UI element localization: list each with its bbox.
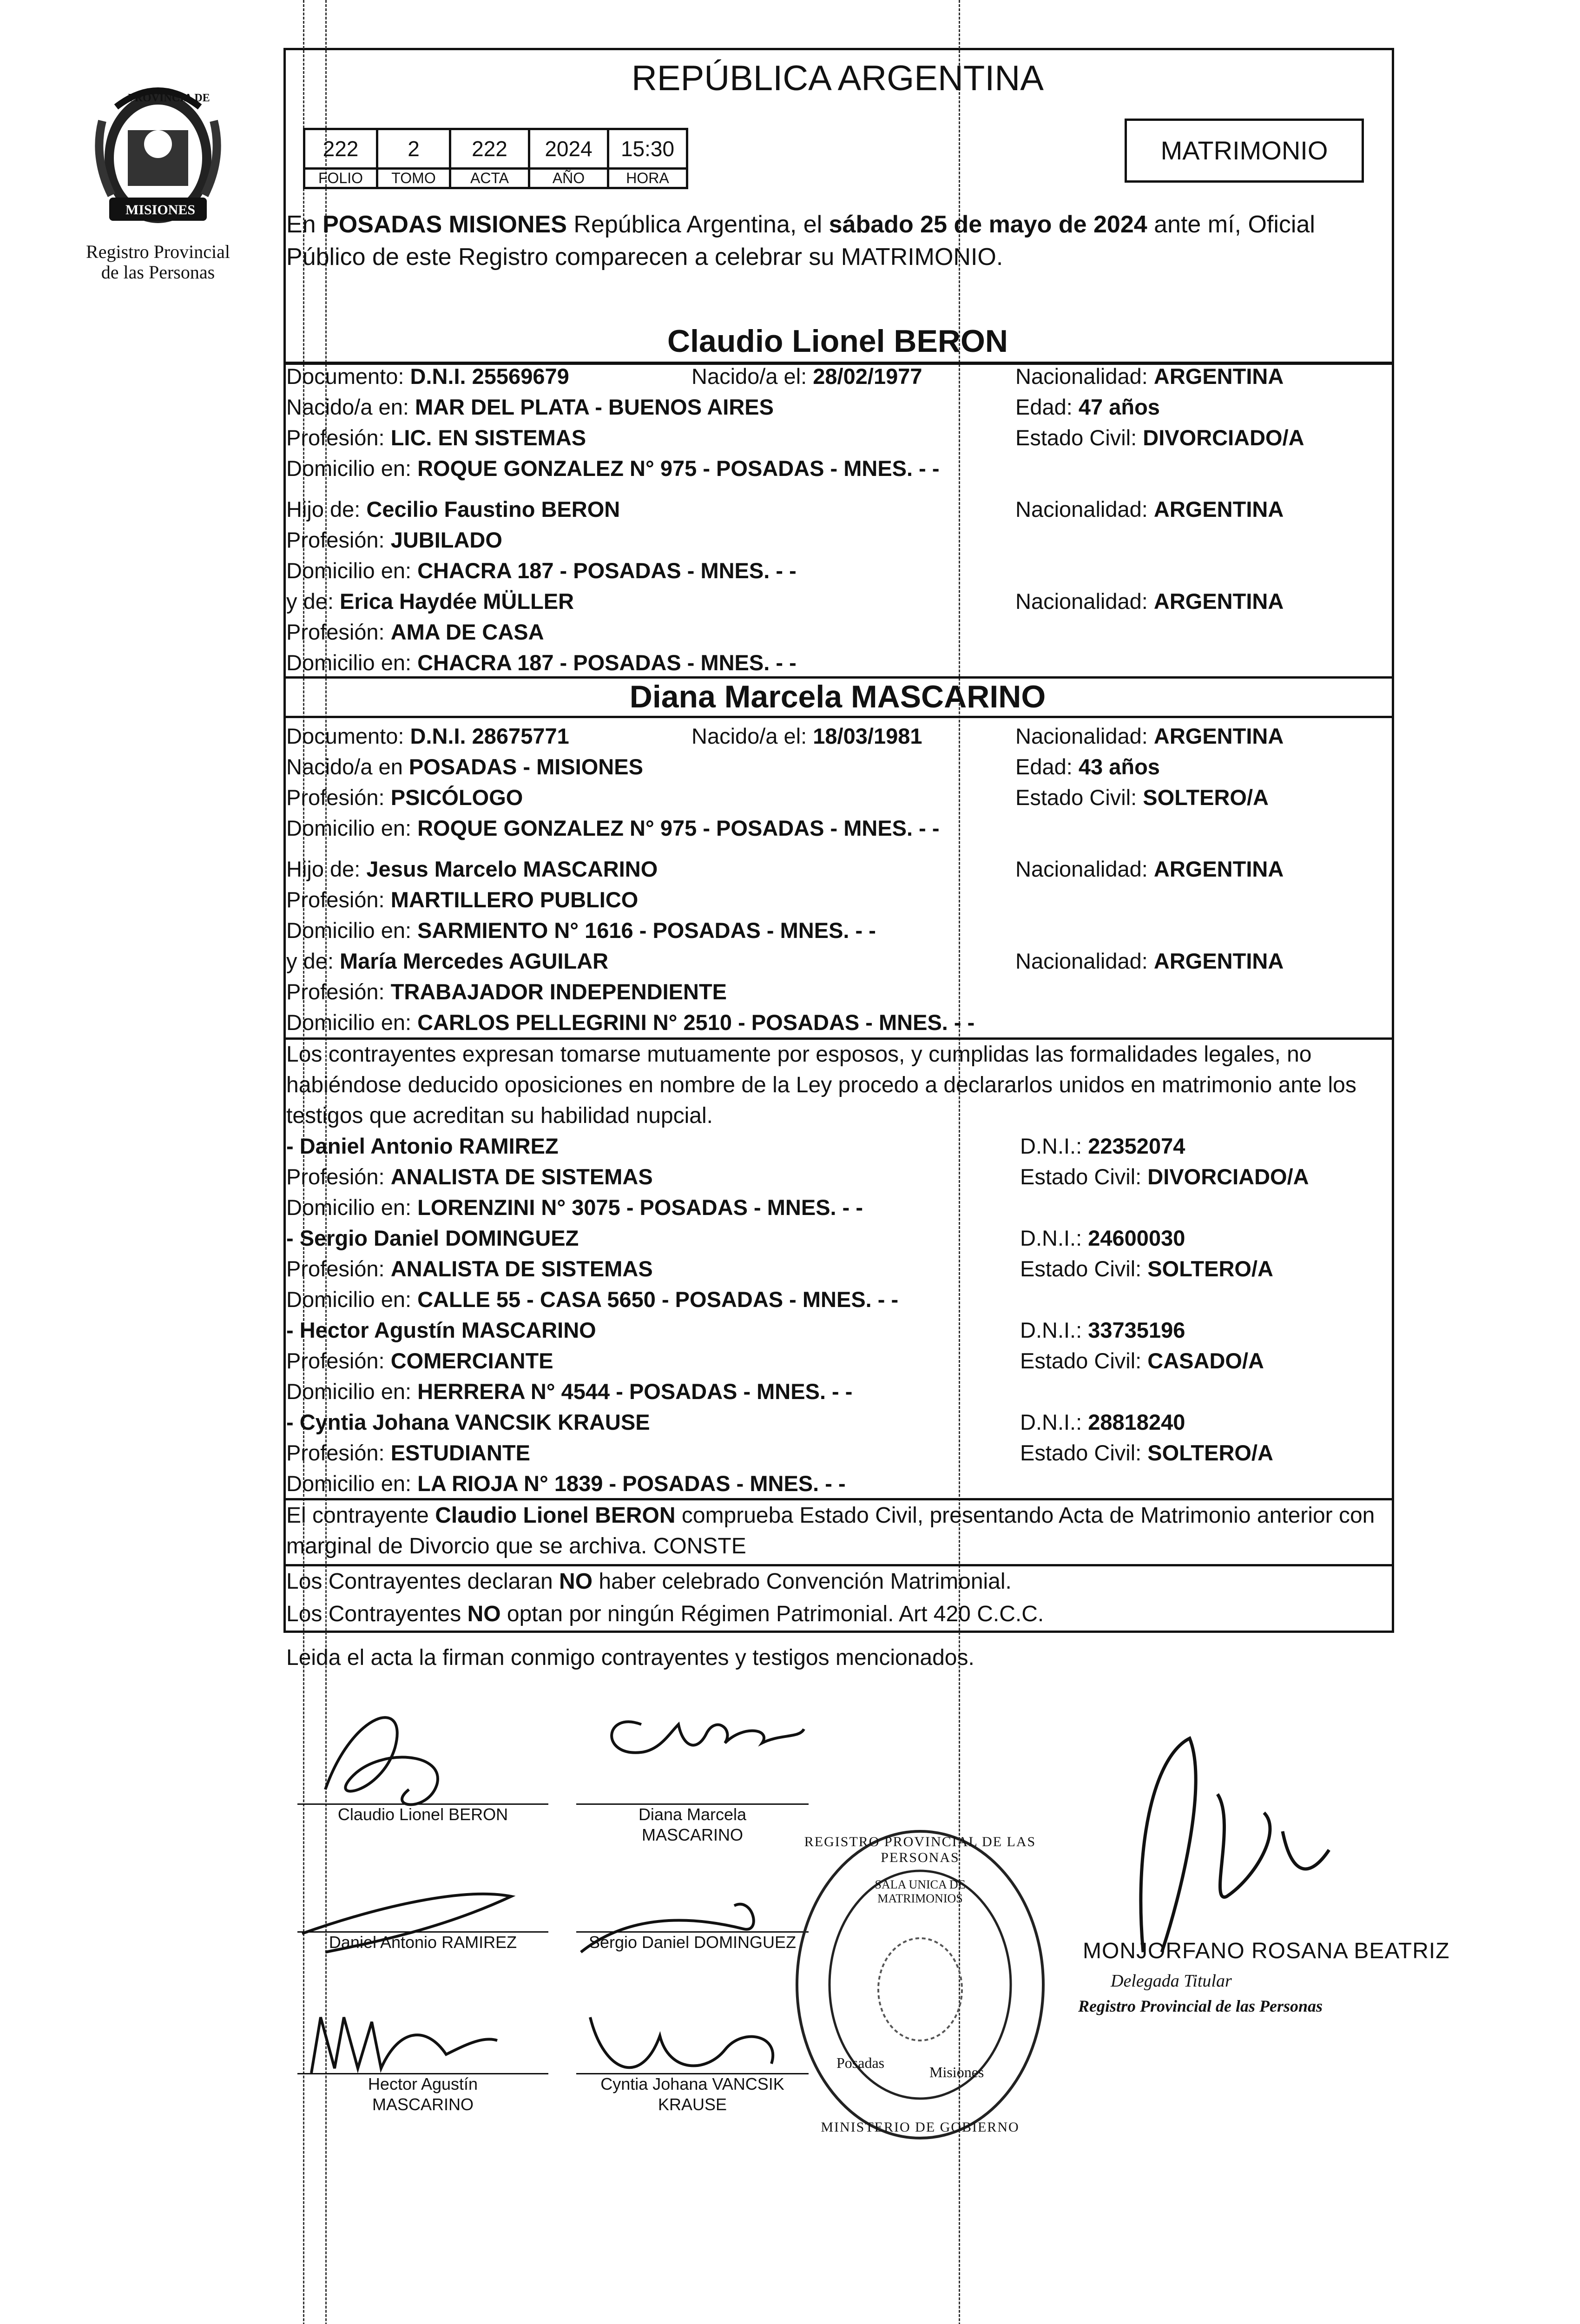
seal-province: Misiones [929, 2064, 984, 2080]
witness-prof: COMERCIANTE [390, 1348, 553, 1373]
bride-father-prof: MARTILLERO PUBLICO [390, 887, 639, 912]
signature-name-witness-2: Sergio Daniel DOMINGUEZ [588, 1933, 797, 1952]
intro-word: En [286, 211, 316, 238]
witness-prof: ANALISTA DE SISTEMAS [390, 1256, 653, 1281]
intro-date: sábado 25 de mayo de 2024 [829, 211, 1147, 238]
note-no: NO [467, 1602, 501, 1626]
witness-dni: 24600030 [1088, 1226, 1185, 1250]
bride-nat-row [1015, 723, 1284, 749]
bride-mother-dom-row [286, 1010, 974, 1035]
witness-dom-row [286, 1287, 898, 1312]
signature-name-witness-4-line2: KRAUSE [658, 2095, 727, 2114]
groom-mother-prof-row [286, 619, 544, 645]
groom-father-dom: CHACRA 187 - POSADAS - MNES. - - [417, 558, 797, 583]
note-no: NO [559, 1569, 593, 1594]
witness-dom-row [286, 1379, 852, 1404]
note-prior-marriage [286, 1500, 1388, 1562]
groom-civil: DIVORCIADO/A [1143, 425, 1304, 450]
label: Profesión: [286, 528, 385, 552]
label: Estado Civil: [1020, 1256, 1142, 1281]
signature-name-witness-3 [297, 2074, 548, 2115]
label: Profesión: [286, 1256, 385, 1281]
note-convention [286, 1566, 1388, 1597]
label: Profesión: [286, 785, 385, 810]
groom-age-row [1015, 394, 1160, 420]
label: Nacionalidad: [1015, 724, 1148, 748]
registry-logo [84, 79, 232, 237]
act-type-box: MATRIMONIO [1125, 119, 1364, 183]
signature-name-bride-line2: MASCARINO [641, 1825, 744, 1844]
signature-name-bride [576, 1804, 809, 1845]
label: Edad: [1015, 395, 1073, 419]
label: Profesión: [286, 1440, 385, 1465]
label: Estado Civil: [1015, 425, 1137, 450]
signature-officer [1141, 1738, 1329, 1952]
witness-prof-row [286, 1164, 653, 1189]
officer-title: Delegada Titular [1111, 1971, 1232, 1991]
note-text: Los Contrayentes declaran [286, 1569, 553, 1594]
bride-father-nat: ARGENTINA [1153, 857, 1284, 881]
groom-dom: ROQUE GONZALEZ N° 975 - POSADAS - MNES. [417, 456, 913, 481]
tomo-value: 2 [377, 129, 450, 169]
witness-dom: LORENZINI N° 3075 - POSADAS - MNES. - - [417, 1195, 863, 1220]
bride-dom: ROQUE GONZALEZ N° 975 - POSADAS - MNES. [417, 816, 913, 840]
witness-prof-row [286, 1440, 530, 1466]
groom-mother: Erica Haydée MÜLLER [339, 589, 574, 614]
label: Domicilio en: [286, 1379, 412, 1404]
label: Profesión: [286, 425, 385, 450]
note-name: Claudio Lionel BERON [435, 1503, 676, 1528]
bride-civil-row [1015, 785, 1269, 810]
groom-prof-row [286, 425, 586, 450]
witness-name: - Hector Agustín MASCARINO [286, 1318, 596, 1342]
label: D.N.I.: [1020, 1226, 1082, 1250]
label: Hijo de: [286, 857, 361, 881]
ano-value: 2024 [529, 129, 608, 169]
witness-dom-row [286, 1195, 863, 1220]
witness-civil: SOLTERO/A [1147, 1256, 1273, 1281]
groom-doc-row [286, 363, 569, 389]
logo-banner-text: MISIONES [125, 202, 196, 218]
label: Domicilio en: [286, 650, 412, 675]
logo-caption [65, 242, 251, 283]
label: Nacido/a en [286, 754, 403, 779]
label: Nacionalidad: [1015, 364, 1148, 389]
groom-mother-dom: CHACRA 187 - POSADAS - MNES. - - [417, 650, 797, 675]
witness-dom: LA RIOJA N° 1839 - POSADAS - MNES. - - [417, 1471, 846, 1496]
label: Estado Civil: [1020, 1348, 1142, 1373]
label: Profesión: [286, 620, 385, 644]
note-text: Los Contrayentes [286, 1602, 461, 1626]
witness-dni: 28818240 [1088, 1410, 1185, 1434]
groom-doc: D.N.I. 25569679 [410, 364, 569, 389]
witness-civil-row [1020, 1256, 1273, 1281]
seal-city: Posadas [836, 2054, 885, 2071]
bride-father-prof-row [286, 887, 638, 912]
signature-name-groom: Claudio Lionel BERON [337, 1805, 508, 1824]
reading-statement: Leida el acta la firman conmigo contrayentes y testigos mencionados. [286, 1645, 974, 1670]
witness-civil: SOLTERO/A [1147, 1440, 1273, 1465]
witness-dom: CALLE 55 - CASA 5650 - POSADAS - MNES. - - [417, 1287, 899, 1312]
groom-mother-nat: ARGENTINA [1153, 589, 1284, 614]
witness-name: - Cyntia Johana VANCSIK KRAUSE [286, 1410, 650, 1434]
label: Hijo de: [286, 497, 361, 522]
witness-name: - Daniel Antonio RAMIREZ [286, 1134, 559, 1158]
seal-outer-text: REGISTRO PROVINCIAL DE LAS PERSONAS [804, 1834, 1036, 1865]
label: D.N.I.: [1020, 1318, 1082, 1342]
bride-age-row [1015, 754, 1160, 779]
label: Edad: [1015, 754, 1073, 779]
witness-dni-row [1020, 1317, 1185, 1343]
label: D.N.I.: [1020, 1134, 1082, 1158]
folio-value: 222 [304, 129, 377, 169]
label: Nacionalidad: [1015, 949, 1148, 973]
label: y de: [286, 589, 334, 614]
groom-prof: LIC. EN SISTEMAS [390, 425, 586, 450]
bride-mother-prof-row [286, 979, 727, 1004]
label: Nacionalidad: [1015, 589, 1148, 614]
page-title: REPÚBLICA ARGENTINA [632, 59, 1044, 98]
label: Documento: [286, 364, 404, 389]
note-text: El contrayente [286, 1503, 429, 1528]
hora-value: 15:30 [608, 129, 687, 169]
signature-name-witness-1: Daniel Antonio RAMIREZ [329, 1933, 517, 1952]
intro-text-2: ante mí, Oficial Público de este Registro comparecen a celebrar su MATRIMONIO. [286, 211, 1315, 271]
witness-dni-row [1020, 1409, 1185, 1435]
groom-mother-prof: AMA DE CASA [390, 620, 544, 644]
witness-dom-row [286, 1471, 846, 1496]
witness-prof: ANALISTA DE SISTEMAS [390, 1164, 653, 1189]
officer-name: MONJORFANO ROSANA BEATRIZ [1083, 1939, 1450, 1963]
label: Nacido/a el: [691, 724, 807, 748]
witness-dom: HERRERA N° 4544 - POSADAS - MNES. - - [417, 1379, 853, 1404]
tomo-label: TOMO [377, 169, 450, 188]
witness-civil-row [1020, 1440, 1273, 1466]
registry-table [303, 128, 688, 189]
groom-father-dom-row [286, 558, 797, 583]
groom-mother-nat-row [1015, 588, 1284, 614]
bride-place: POSADAS - MISIONES [408, 754, 643, 779]
groom-nat-row [1015, 363, 1284, 389]
signature-name-bride-line1: Diana Marcela [638, 1805, 747, 1824]
bride-father-row [286, 856, 658, 882]
groom-born: 28/02/1977 [813, 364, 922, 389]
witness-dni-row [1020, 1225, 1185, 1251]
bride-father-dom-row [286, 918, 876, 943]
bride-civil: SOLTERO/A [1143, 785, 1269, 810]
groom-father-prof: JUBILADO [390, 528, 502, 552]
groom-mother-dom-row [286, 650, 797, 675]
witness-prof: ESTUDIANTE [390, 1440, 530, 1465]
witness-dni: 22352074 [1088, 1134, 1185, 1158]
bride-name-heading: Diana Marcela MASCARINO [629, 679, 1046, 714]
label: Estado Civil: [1020, 1164, 1142, 1189]
bride-dom-row: Domicilio en: ROQUE GONZALEZ N° 975 - POSADAS - MNES. - - [286, 816, 940, 840]
label: Domicilio en: [286, 1195, 412, 1220]
label: Nacionalidad: [1015, 857, 1148, 881]
groom-father-nat-row [1015, 496, 1284, 522]
bride-prof-row [286, 785, 523, 810]
groom-mother-row [286, 588, 574, 614]
label: Nacionalidad: [1015, 497, 1148, 522]
bride-father-nat-row [1015, 856, 1284, 882]
witness-dni-row [1020, 1133, 1185, 1159]
officer-office: Registro Provincial de las Personas [1078, 1997, 1323, 2015]
groom-father: Cecilio Faustino BERON [366, 497, 620, 522]
groom-nat: ARGENTINA [1153, 364, 1284, 389]
label: Profesión: [286, 979, 385, 1004]
signature-name-witness-3-line1: Hector Agustín [368, 2074, 478, 2093]
groom-father-row [286, 496, 620, 522]
groom-name-heading: Claudio Lionel BERON [667, 324, 1008, 359]
bride-age: 43 años [1078, 754, 1160, 779]
groom-dom-row: Domicilio en: ROQUE GONZALEZ N° 975 - POSADAS - MNES. - - [286, 456, 940, 481]
seal-bottom-text: MINISTERIO DE GOBIERNO [821, 2119, 1020, 2135]
signature-bride [612, 1722, 804, 1752]
signature-witness-3 [311, 2017, 497, 2073]
bride-doc-row [286, 723, 569, 749]
logo-caption-line1: Registro Provincial [86, 241, 230, 262]
label: Profesión: [286, 1348, 385, 1373]
acta-label: ACTA [450, 169, 529, 188]
signature-witness-4 [590, 2017, 773, 2067]
ano-label: AÑO [529, 169, 608, 188]
bride-doc: D.N.I. 28675771 [410, 724, 569, 748]
label: Domicilio en: [286, 1010, 412, 1035]
label: Nacido/a el: [691, 364, 807, 389]
label: Profesión: [286, 1164, 385, 1189]
witness-prof-row [286, 1348, 553, 1373]
note-text-2: optan por ningún Régimen Patrimonial. Art 420 C.C.C. [507, 1602, 1044, 1626]
label: Estado Civil: [1015, 785, 1137, 810]
intro-place: POSADAS MISIONES [323, 211, 567, 238]
label: D.N.I.: [1020, 1410, 1082, 1434]
logo-arc-text: PROVINCIA DE [128, 92, 210, 104]
groom-civil-row [1015, 425, 1304, 450]
label: Profesión: [286, 887, 385, 912]
witness-civil-row [1020, 1348, 1264, 1373]
bride-father-dom: SARMIENTO N° 1616 - POSADAS - MNES. - - [417, 918, 876, 943]
bride-born: 18/03/1981 [813, 724, 922, 748]
declaration-text: Los contrayentes expresan tomarse mutuamente por esposos, y cumplidas las formalidades legales, no habiéndose deducido oposiciones en nombre de la Ley procedo a declararlos unidos en matrimonio ante los testigos que acreditan su habilidad nupcial. [286, 1042, 1356, 1128]
groom-born-row [691, 363, 922, 389]
acta-value: 222 [450, 129, 529, 169]
groom-place: MAR DEL PLATA - BUENOS AIRES [415, 395, 774, 419]
intro-text: República Argentina, el [573, 211, 823, 238]
witness-name: - Sergio Daniel DOMINGUEZ [286, 1226, 579, 1250]
label: Domicilio en: [286, 1287, 412, 1312]
divider-bride [283, 716, 1392, 718]
witness-dni: 33735196 [1088, 1318, 1185, 1342]
label: Domicilio en: [286, 816, 412, 840]
bride-mother-row [286, 948, 608, 974]
label: Domicilio en: [286, 918, 412, 943]
bride-mother-dom: CARLOS PELLEGRINI N° 2510 - POSADAS - MNES. - - [417, 1010, 975, 1035]
note-text-2: comprueba Estado Civil, presentando Acta de Matrimonio anterior con marginal de Divorcio que se archiva. CONSTE [286, 1503, 1375, 1558]
signature-groom [325, 1717, 438, 1804]
signature-name-witness-4-line1: Cyntia Johana VANCSIK [600, 2074, 784, 2093]
note-text-2: haber celebrado Convención Matrimonial. [599, 1569, 1012, 1594]
witness-prof-row [286, 1256, 653, 1281]
label: Domicilio en: [286, 456, 412, 481]
folio-label: FOLIO [304, 169, 377, 188]
bride-father: Jesus Marcelo MASCARINO [366, 857, 658, 881]
official-seal [790, 1822, 1050, 2147]
bride-born-row [691, 723, 922, 749]
bride-mother-prof: TRABAJADOR INDEPENDIENTE [390, 979, 727, 1004]
label: Documento: [286, 724, 404, 748]
witness-civil-row [1020, 1164, 1309, 1189]
signature-name-witness-4 [576, 2074, 809, 2115]
logo-caption-line2: de las Personas [101, 262, 215, 283]
label: Estado Civil: [1020, 1440, 1142, 1465]
bride-nat: ARGENTINA [1153, 724, 1284, 748]
bride-mother: María Mercedes AGUILAR [339, 949, 609, 973]
groom-father-nat: ARGENTINA [1153, 497, 1284, 522]
intro-paragraph [286, 208, 1392, 273]
bride-mother-nat: ARGENTINA [1153, 949, 1284, 973]
bride-mother-nat-row [1015, 948, 1284, 974]
groom-place-row [286, 394, 774, 420]
signature-name-witness-3-line2: MASCARINO [372, 2095, 474, 2114]
seal-inner-text: SALA UNICA DE MATRIMONIOS [875, 1878, 966, 1905]
label: Domicilio en: [286, 558, 412, 583]
witness-civil: CASADO/A [1147, 1348, 1264, 1373]
label: Domicilio en: [286, 1471, 412, 1496]
groom-father-prof-row [286, 527, 502, 553]
seal-rings-icon [790, 1822, 1050, 2147]
hora-label: HORA [608, 169, 687, 188]
label: y de: [286, 949, 334, 973]
label: Nacido/a en: [286, 395, 409, 419]
bride-prof: PSICÓLOGO [390, 785, 523, 810]
witness-civil: DIVORCIADO/A [1147, 1164, 1309, 1189]
groom-age: 47 años [1078, 395, 1160, 419]
bride-place-row [286, 754, 643, 779]
note-regime [286, 1599, 1388, 1630]
